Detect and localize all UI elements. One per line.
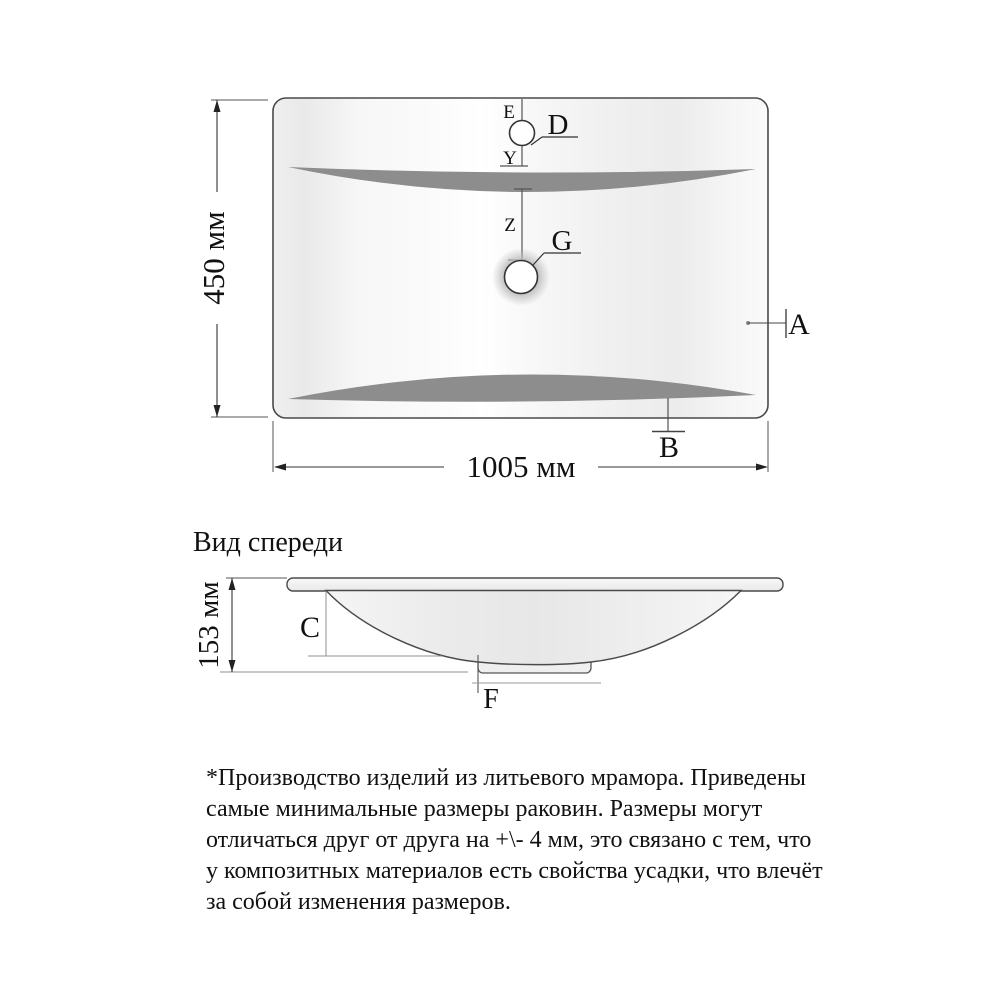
label-e: E bbox=[503, 102, 515, 123]
faucet-hole bbox=[510, 121, 535, 146]
label-a: A bbox=[788, 308, 810, 341]
countertop-slab bbox=[287, 578, 783, 591]
note-line: самые минимальные размеры раковин. Размеры могут bbox=[206, 796, 763, 822]
top-view bbox=[196, 98, 810, 484]
dimension-height-450 bbox=[196, 100, 268, 417]
front-view-title: Вид спереди bbox=[193, 527, 344, 558]
note-line: у композитных материалов есть свойства усадки, что влечёт bbox=[206, 858, 823, 884]
production-note bbox=[206, 763, 826, 918]
label-c: C bbox=[299, 611, 321, 644]
label-z: Z bbox=[504, 215, 516, 236]
note-line: за собой изменения размеров. bbox=[206, 889, 511, 915]
note-line: отличаться друг от друга на +\- 4 мм, это связано с тем, что bbox=[206, 827, 812, 853]
note-line: *Производство изделий из литьевого мрамора. Приведены bbox=[206, 765, 806, 791]
label-d: D bbox=[547, 109, 569, 141]
label-y: Y bbox=[503, 148, 517, 169]
front-height-dimension-label: 153 мм bbox=[193, 581, 225, 669]
front-view bbox=[193, 527, 783, 715]
drain-hole bbox=[505, 261, 538, 294]
dimension-width-1005 bbox=[273, 421, 768, 484]
label-g: G bbox=[551, 225, 573, 257]
bowl-profile bbox=[326, 591, 741, 665]
width-dimension-label: 1005 мм bbox=[466, 449, 576, 484]
height-dimension-label: 450 мм bbox=[196, 211, 231, 305]
label-f: F bbox=[483, 684, 499, 715]
label-b: B bbox=[658, 431, 680, 464]
